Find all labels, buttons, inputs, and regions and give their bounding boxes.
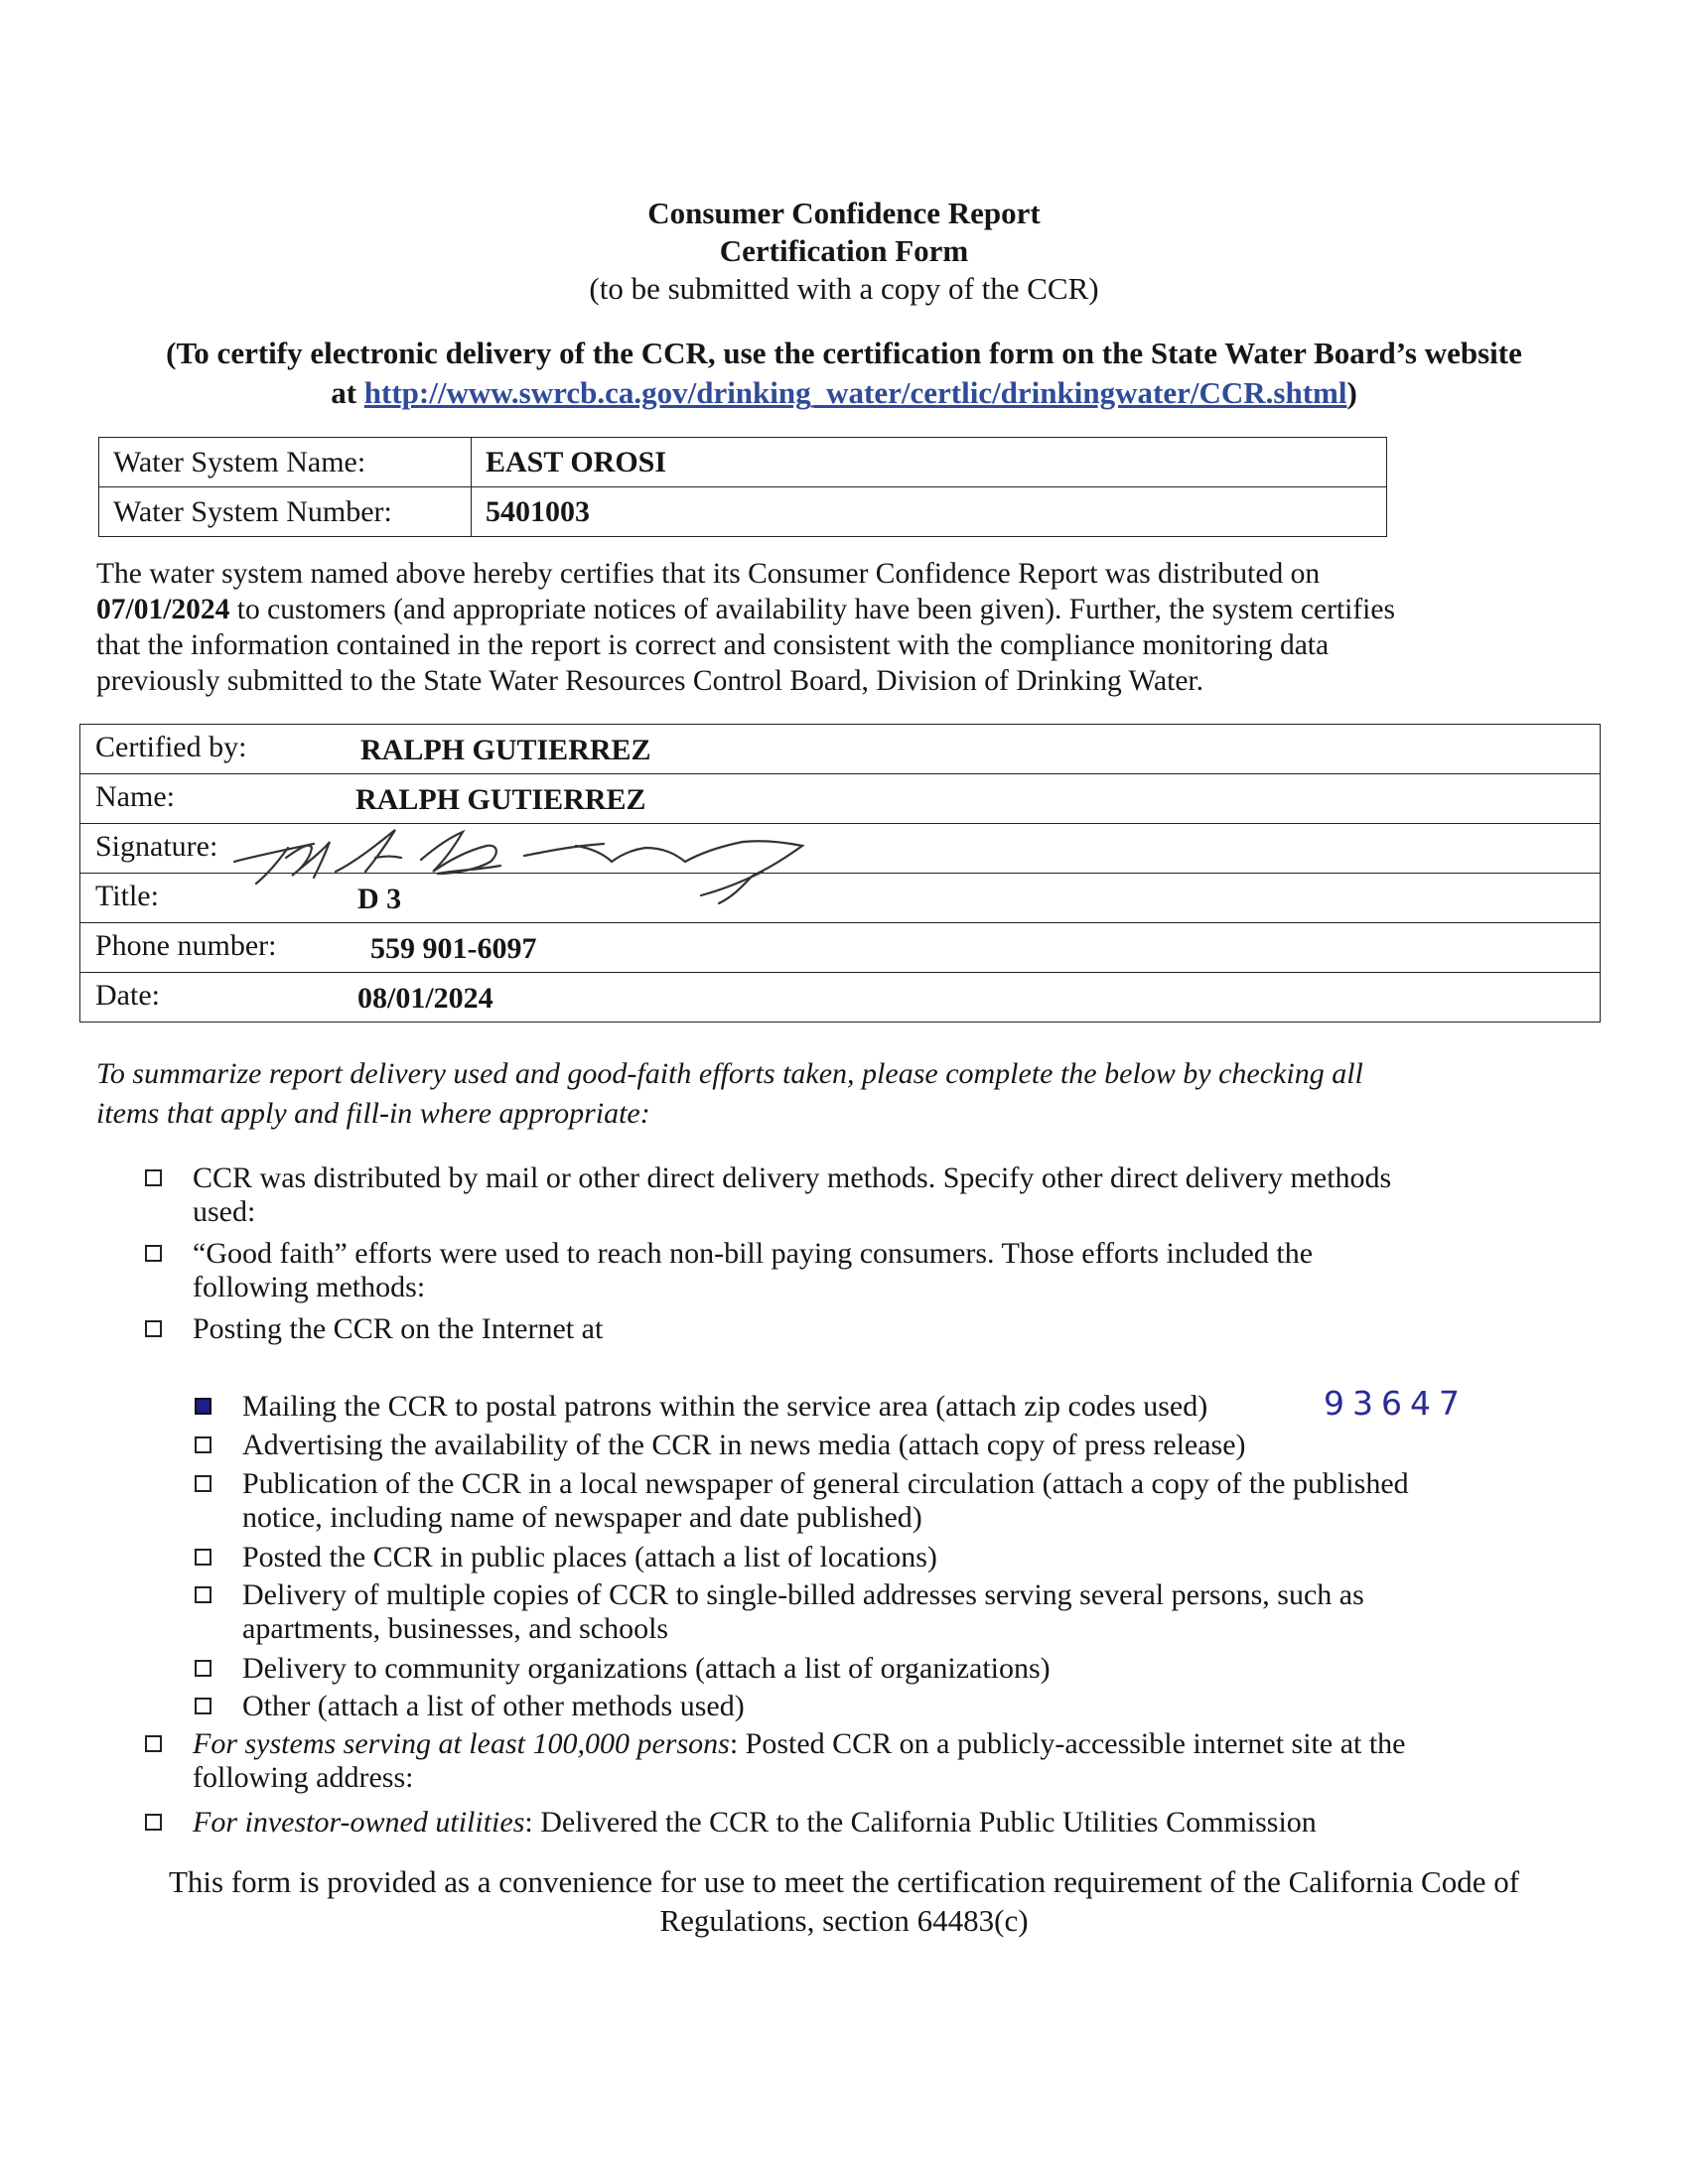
form-footer	[0, 1862, 1688, 1940]
certified-by-value[interactable]: RALPH GUTIERREZ	[360, 734, 651, 766]
date-value[interactable]: 08/01/2024	[357, 982, 493, 1015]
water-system-table	[98, 437, 1387, 537]
checkbox-community[interactable]	[195, 1660, 211, 1677]
checkbox-posting-internet[interactable]	[145, 1320, 162, 1337]
phone-value[interactable]: 559 901-6097	[370, 932, 537, 965]
phone-label: Phone number:	[95, 929, 277, 962]
system-number-label: Water System Number:	[99, 487, 472, 537]
form-header	[0, 195, 1688, 308]
checkbox-large-systems[interactable]	[145, 1735, 162, 1752]
posting-internet-text: Posting the CCR on the Internet at	[193, 1312, 604, 1345]
date-row	[79, 972, 1601, 1022]
statement-line-1: The water system named above hereby certifies that its Consumer Confidence Report was distributed on	[96, 558, 1321, 590]
statement-line-3: that the information contained in the report is correct and consistent with the compliance monitoring data	[96, 629, 1330, 661]
title-value[interactable]: D 3	[357, 883, 402, 915]
phone-row	[79, 922, 1601, 972]
checkbox-other[interactable]	[195, 1698, 211, 1714]
system-name-row	[99, 438, 1387, 487]
notice-line-1: (To certify electronic delivery of the CCR, use the certification form on the State Water Board’s website	[166, 336, 1522, 370]
footer-line-1: This form is provided as a convenience for use to meet the certification requirement of the California Code of	[168, 1864, 1520, 1899]
notice-at: at	[331, 375, 364, 410]
statement-line-2-rest: to customers (and appropriate notices of availability have been given). Further, the system certifies	[229, 594, 1395, 625]
large-systems-text	[193, 1727, 1406, 1795]
checklist-text-good-faith	[193, 1237, 1313, 1304]
footer-line-2: Regulations, section 64483(c)	[659, 1903, 1029, 1938]
large-systems-line-2: following address:	[193, 1761, 414, 1794]
electronic-delivery-notice	[89, 334, 1599, 413]
posted-public-text: Posted the CCR in public places (attach a list of locations)	[242, 1541, 937, 1573]
mailing-postal-text: Mailing the CCR to postal patrons within the service area (attach zip codes used)	[242, 1390, 1208, 1423]
multiple-copies-text	[242, 1578, 1364, 1646]
multiple-copies-line-1: Delivery of multiple copies of CCR to single-billed addresses serving several persons, such as	[242, 1578, 1364, 1611]
publication-line-1: Publication of the CCR in a local newspaper of general circulation (attach a copy of the published	[242, 1467, 1409, 1500]
certified-by-label: Certified by:	[95, 731, 247, 763]
advertising-text: Advertising the availability of the CCR in news media (attach copy of press release)	[242, 1429, 1246, 1461]
checklist-text-mail-direct	[193, 1161, 1391, 1229]
investor-owned-text	[193, 1806, 1317, 1840]
zip-codes-handwritten[interactable]: 93647	[1324, 1384, 1468, 1423]
large-systems-italic: For systems serving at least 100,000 persons	[193, 1727, 730, 1760]
statement-line-4: previously submitted to the State Water Resources Control Board, Division of Drinking Water.	[96, 665, 1203, 697]
summary-line-1: To summarize report delivery used and good-faith efforts taken, please complete the below by checking all	[96, 1057, 1363, 1090]
system-number-row	[99, 487, 1387, 537]
summary-instructions	[96, 1054, 1606, 1134]
checkbox-publication[interactable]	[195, 1475, 211, 1492]
good-faith-line-1: “Good faith” efforts were used to reach non-bill paying consumers. Those efforts included the	[193, 1237, 1314, 1270]
checkbox-mailing-postal-checked[interactable]	[195, 1398, 211, 1415]
name-value[interactable]: RALPH GUTIERREZ	[355, 783, 646, 816]
multiple-copies-line-2: apartments, businesses, and schools	[242, 1612, 669, 1645]
system-name-value[interactable]: EAST OROSI	[472, 438, 1387, 487]
other-text: Other (attach a list of other methods used)	[242, 1690, 745, 1722]
ccr-website-link[interactable]: http://www.swrcb.ca.gov/drinking_water/certlic/drinkingwater/CCR.shtml	[363, 375, 1347, 410]
certification-statement	[96, 556, 1606, 699]
statement-line-2	[96, 592, 1606, 627]
publication-line-2: notice, including name of newspaper and date published)	[242, 1501, 922, 1534]
summary-line-2: items that apply and fill-in where appropriate:	[96, 1097, 650, 1130]
notice-close-paren: )	[1346, 375, 1357, 410]
handwritten-signature	[226, 812, 862, 921]
system-name-label: Water System Name:	[99, 438, 472, 487]
checkbox-multiple-copies[interactable]	[195, 1586, 211, 1603]
name-label: Name:	[95, 780, 175, 813]
community-text: Delivery to community organizations (attach a list of organizations)	[242, 1652, 1051, 1685]
mail-direct-line-1: CCR was distributed by mail or other direct delivery methods. Specify other direct delivery methods	[193, 1161, 1392, 1194]
checkbox-mail-direct[interactable]	[145, 1169, 162, 1186]
investor-owned-rest: : Delivered the CCR to the California Public Utilities Commission	[524, 1806, 1317, 1839]
form-title: Consumer Confidence Report	[647, 196, 1041, 230]
title-label: Title:	[95, 880, 159, 912]
signature-label: Signature:	[95, 830, 218, 863]
good-faith-line-2: following methods:	[193, 1271, 426, 1303]
distribution-date[interactable]: 07/01/2024	[96, 594, 230, 625]
date-label: Date:	[95, 979, 160, 1012]
notice-line-2	[89, 373, 1599, 413]
publication-text	[242, 1467, 1409, 1535]
large-systems-rest: : Posted CCR on a publicly-accessible internet site at the	[729, 1727, 1406, 1760]
certified-by-row	[79, 724, 1601, 773]
checkbox-posted-public[interactable]	[195, 1549, 211, 1566]
mail-direct-line-2: used:	[193, 1195, 256, 1228]
checkbox-investor-owned[interactable]	[145, 1814, 162, 1831]
checkbox-good-faith[interactable]	[145, 1245, 162, 1262]
form-subtitle: Certification Form	[719, 233, 969, 268]
system-number-value[interactable]: 5401003	[472, 487, 1387, 537]
form-instruction: (to be submitted with a copy of the CCR)	[589, 271, 1099, 306]
investor-owned-italic: For investor-owned utilities	[193, 1806, 525, 1839]
certifier-table-bottom-border	[79, 1022, 1601, 1023]
checkbox-advertising[interactable]	[195, 1436, 211, 1453]
